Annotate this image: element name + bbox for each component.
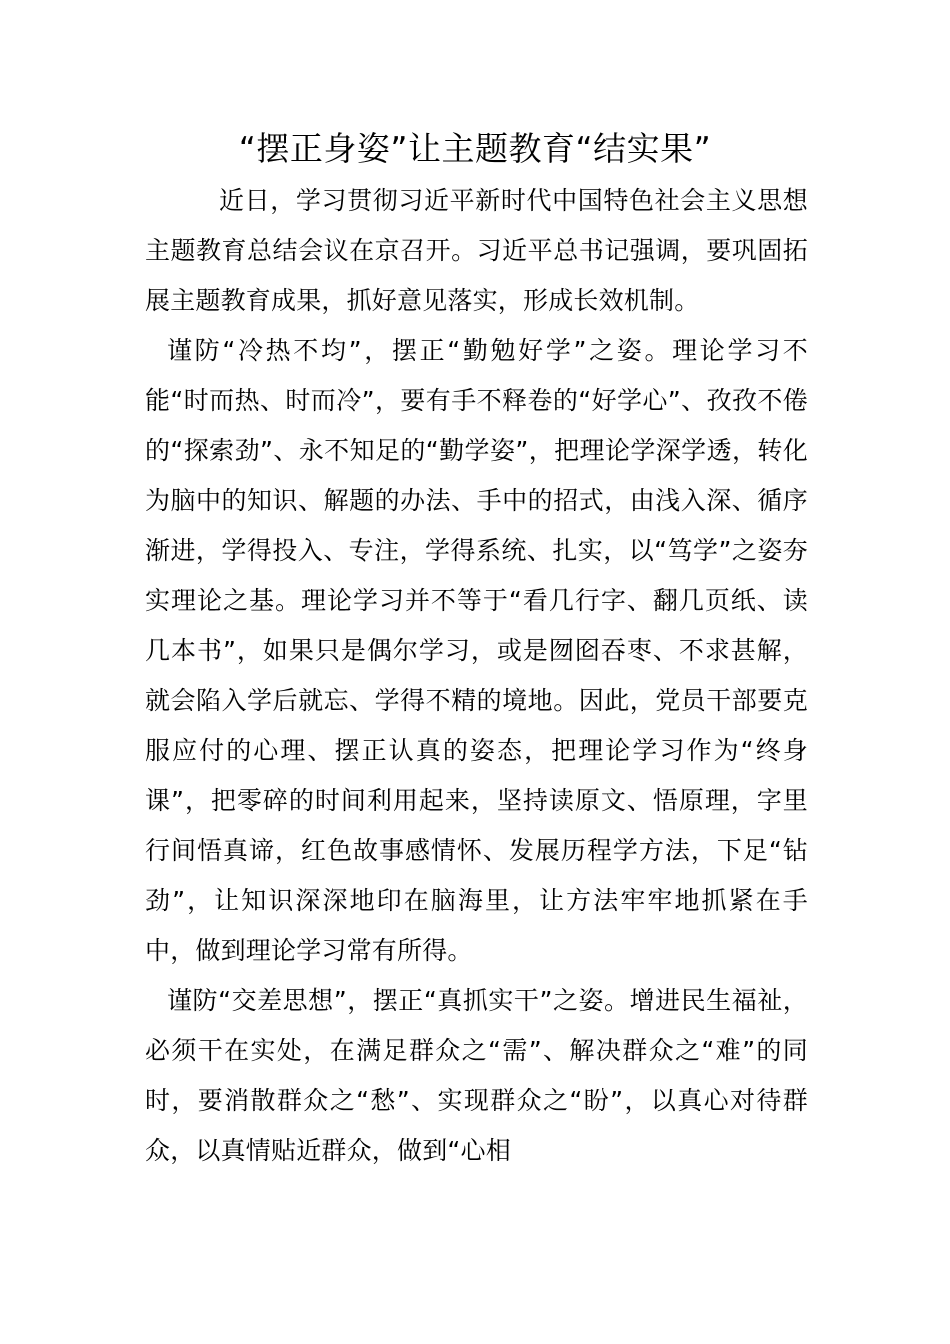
- document-title: “摆正身姿”让主题教育“结实果”: [238, 129, 712, 168]
- document-body: [145, 176, 808, 1176]
- section-paragraph-action: 谨防“交差思想”，摆正“真抓实干”之姿。增进民生福祉，必须干在实处，在满足群众之“需”、解决群众之“难”的同时，要消散群众之“愁”、实现群众之“盼”，以真心对待群众，以真情贴近群众，做到“心相: [145, 986, 808, 1165]
- intro-paragraph: 近日，学习贯彻习近平新时代中国特色社会主义思想主题教育总结会议在京召开。习近平总书记强调，要巩固拓展主题教育成果，抓好意见落实，形成长效机制。: [145, 186, 808, 315]
- section-paragraph-study: 谨防“冷热不均”，摆正“勤勉好学”之姿。理论学习不能“时而热、时而冷”，要有手不释卷的“好学心”、孜孜不倦的“探索劲”、永不知足的“勤学姿”，把理论学深学透，转化为脑中的知识、解题的办法、手中的招式，由浅入深、循序渐进，学得投入、专注，学得系统、扎实，以“笃学”之姿夯实理论之基。理论学习并不等于“看几行字、翻几页纸、读几本书”，如果只是偶尔学习，或是囫囵吞枣、不求甚解，就会陷入学后就忘、学得不精的境地。因此，党员干部要克服应付的心理、摆正认真的姿态，把理论学习作为“终身课”，把零碎的时间利用起来，坚持读原文、悟原理，字里行间悟真谛，红色故事感情怀、发展历程学方法，下足“钻劲”，让知识深深地印在脑海里，让方法牢牢地抓紧在手中，做到理论学习常有所得。: [145, 336, 808, 965]
